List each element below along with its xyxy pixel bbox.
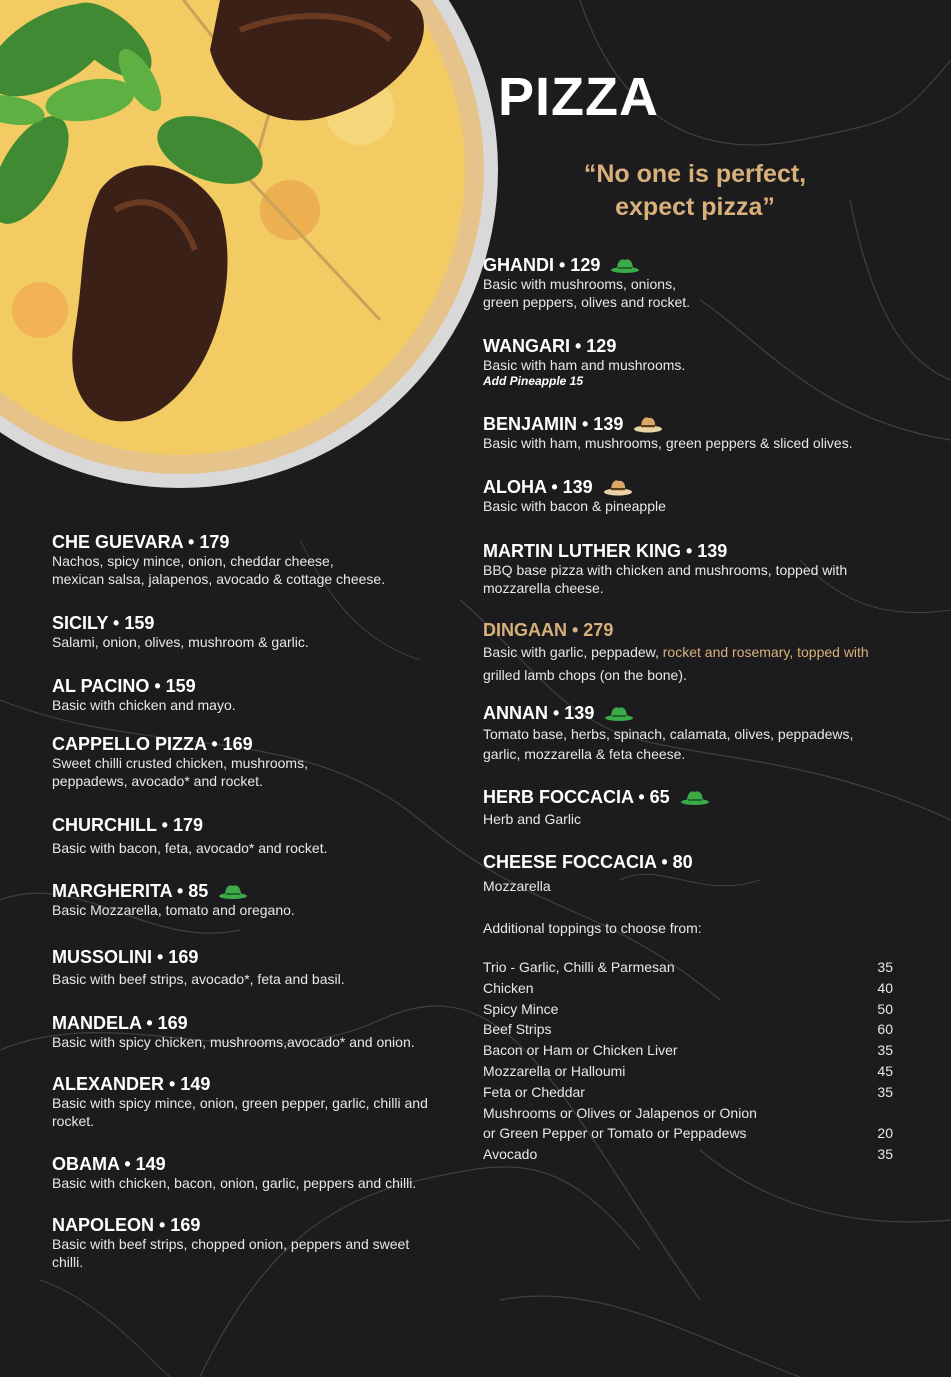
- topping-name: Chicken: [483, 979, 534, 996]
- item-description: Sweet chilli crusted chicken, mushrooms,: [52, 755, 308, 771]
- topping-price: 35: [877, 959, 893, 975]
- item-name: ALEXANDER • 149: [52, 1074, 211, 1094]
- item-description: peppadews, avocado* and rocket.: [52, 773, 263, 789]
- item-name: CAPPELLO PIZZA • 169: [52, 734, 253, 754]
- item-name: ANNAN • 139: [483, 703, 595, 723]
- menu-item-wangari: [483, 336, 883, 388]
- item-name: NAPOLEON • 169: [52, 1215, 201, 1235]
- menu-item-che-guevara: [52, 532, 452, 588]
- topping-name: Spicy Mince: [483, 1000, 559, 1017]
- menu-item-dingaan: [483, 620, 923, 686]
- item-description: Basic with beef strips, chopped onion, peppers and sweet: [52, 1236, 410, 1252]
- menu-item-margherita: [52, 881, 452, 919]
- item-description: Basic with chicken, bacon, onion, garlic, peppers and chilli.: [52, 1175, 417, 1191]
- item-description-highlight: rocket and rosemary, topped with: [662, 644, 869, 660]
- additional-toppings-heading: Additional toppings to choose from:: [483, 920, 702, 936]
- item-description: Basic with spicy mince, onion, green pepper, garlic, chilli and: [52, 1095, 428, 1111]
- item-description: BBQ base pizza with chicken and mushrooms, topped with: [483, 562, 848, 578]
- topping-row: [483, 1103, 893, 1124]
- topping-row: [483, 1082, 893, 1103]
- item-name: DINGAAN • 279: [483, 620, 614, 640]
- topping-price: 35: [877, 1146, 893, 1163]
- item-description: Basic with bacon & pineapple: [483, 498, 666, 514]
- item-name: GHANDI • 129: [483, 255, 601, 275]
- menu-item-mandela: [52, 1013, 462, 1051]
- topping-price: 50: [877, 1000, 893, 1017]
- item-name: SICILY • 159: [52, 613, 155, 633]
- menu-item-herb-foccacia: [483, 787, 883, 828]
- menu-item-annan: [483, 703, 903, 763]
- topping-price: 60: [877, 1021, 893, 1038]
- topping-price: 20: [877, 1125, 893, 1142]
- item-description: Basic with mushrooms, onions,: [483, 276, 676, 292]
- item-name: ALOHA • 139: [483, 477, 593, 497]
- item-description: Basic with chicken and mayo.: [52, 697, 236, 713]
- item-description: Nachos, spicy mince, onion, cheddar cheese,: [52, 553, 334, 569]
- item-description: Basic with beef strips, avocado*, feta and basil.: [52, 971, 345, 987]
- item-description: Basic with ham, mushrooms, green peppers & sliced olives.: [483, 435, 853, 451]
- green-hat-icon: [610, 255, 640, 275]
- item-description: Basic with garlic, peppadew,: [483, 644, 663, 660]
- tagline-quote: [560, 158, 830, 224]
- item-name: CHEESE FOCCACIA • 80: [483, 852, 693, 872]
- item-description: rocket.: [52, 1113, 95, 1129]
- item-description: mexican salsa, jalapenos, avocado & cottage cheese.: [52, 571, 386, 587]
- topping-row: [483, 957, 893, 978]
- item-description: Basic with bacon, feta, avocado* and rocket.: [52, 840, 328, 856]
- menu-item-cappello-pizza: [52, 734, 452, 790]
- item-description: Mozzarella: [483, 878, 551, 894]
- item-description: Basic with ham and mushrooms.: [483, 357, 686, 373]
- item-description: garlic, mozzarella & feta cheese.: [483, 746, 686, 762]
- menu-item-napoleon: [52, 1215, 462, 1271]
- pizza-image: [0, 0, 500, 510]
- menu-item-martin-luther-king: [483, 541, 903, 597]
- menu-item-aloha: [483, 477, 883, 515]
- item-description: Tomato base, herbs, spinach, calamata, olives, peppadews,: [483, 726, 854, 742]
- topping-row: [483, 1040, 893, 1061]
- topping-name: Mushrooms or Olives or Jalapenos or Onion: [483, 1104, 757, 1121]
- topping-name: Bacon or Ham or Chicken Liver: [483, 1042, 678, 1059]
- menu-item-churchill: [52, 815, 452, 857]
- topping-price: 35: [877, 1083, 893, 1100]
- topping-name: Trio - Garlic, Chilli & Parmesan: [483, 959, 675, 975]
- menu-item-cheese-foccacia: [483, 852, 883, 895]
- item-description: Basic Mozzarella, tomato and oregano.: [52, 902, 295, 918]
- quote-line-1: “No one is perfect,: [583, 160, 807, 188]
- tan-hat-icon: [603, 477, 633, 497]
- topping-row: [483, 1144, 893, 1165]
- menu-item-ghandi: [483, 255, 883, 311]
- item-name: MARGHERITA • 85: [52, 881, 209, 901]
- menu-item-sicily: [52, 613, 452, 651]
- item-description: Salami, onion, olives, mushroom & garlic.: [52, 634, 309, 650]
- item-note: Add Pineapple 15: [483, 374, 584, 388]
- green-hat-icon: [604, 703, 634, 723]
- page-title: PIZZA: [498, 67, 659, 127]
- item-description: Herb and Garlic: [483, 811, 582, 827]
- item-name: MANDELA • 169: [52, 1013, 188, 1033]
- item-description: chilli.: [52, 1254, 84, 1270]
- topping-row: [483, 1019, 893, 1040]
- topping-price: 35: [877, 1042, 893, 1059]
- item-description: green peppers, olives and rocket.: [483, 294, 691, 310]
- item-name: CHURCHILL • 179: [52, 815, 203, 835]
- menu-item-mussolini: [52, 947, 452, 988]
- toppings-list: [483, 957, 893, 1165]
- topping-name: Avocado: [483, 1146, 538, 1163]
- item-name: HERB FOCCACIA • 65: [483, 787, 670, 807]
- item-name: WANGARI • 129: [483, 336, 617, 356]
- item-description: Basic with spicy chicken, mushrooms,avocado* and onion.: [52, 1034, 415, 1050]
- topping-name: Beef Strips: [483, 1021, 552, 1038]
- menu-item-benjamin: [483, 414, 913, 452]
- topping-row: [483, 1123, 893, 1144]
- tan-hat-icon: [633, 414, 663, 434]
- item-name: OBAMA • 149: [52, 1154, 166, 1174]
- topping-row: [483, 999, 893, 1020]
- topping-price: 40: [877, 979, 893, 996]
- green-hat-icon: [218, 881, 248, 901]
- quote-line-2: expect pizza”: [615, 193, 775, 221]
- topping-price: 45: [877, 1062, 893, 1079]
- item-name: MUSSOLINI • 169: [52, 947, 199, 967]
- topping-row: [483, 978, 893, 999]
- menu-item-al-pacino: [52, 676, 452, 714]
- topping-name: Mozzarella or Halloumi: [483, 1062, 626, 1079]
- topping-row: [483, 1061, 893, 1082]
- item-description-highlight: grilled lamb chops (on the bone).: [483, 667, 687, 683]
- topping-name: Feta or Cheddar: [483, 1083, 585, 1100]
- item-name: AL PACINO • 159: [52, 676, 196, 696]
- green-hat-icon: [680, 787, 710, 807]
- item-name: CHE GUEVARA • 179: [52, 532, 230, 552]
- item-name: BENJAMIN • 139: [483, 414, 624, 434]
- menu-item-alexander: [52, 1074, 462, 1130]
- topping-name: or Green Pepper or Tomato or Peppadews: [483, 1125, 747, 1142]
- menu-item-obama: [52, 1154, 462, 1192]
- item-name: MARTIN LUTHER KING • 139: [483, 541, 728, 561]
- item-description: mozzarella cheese.: [483, 580, 604, 596]
